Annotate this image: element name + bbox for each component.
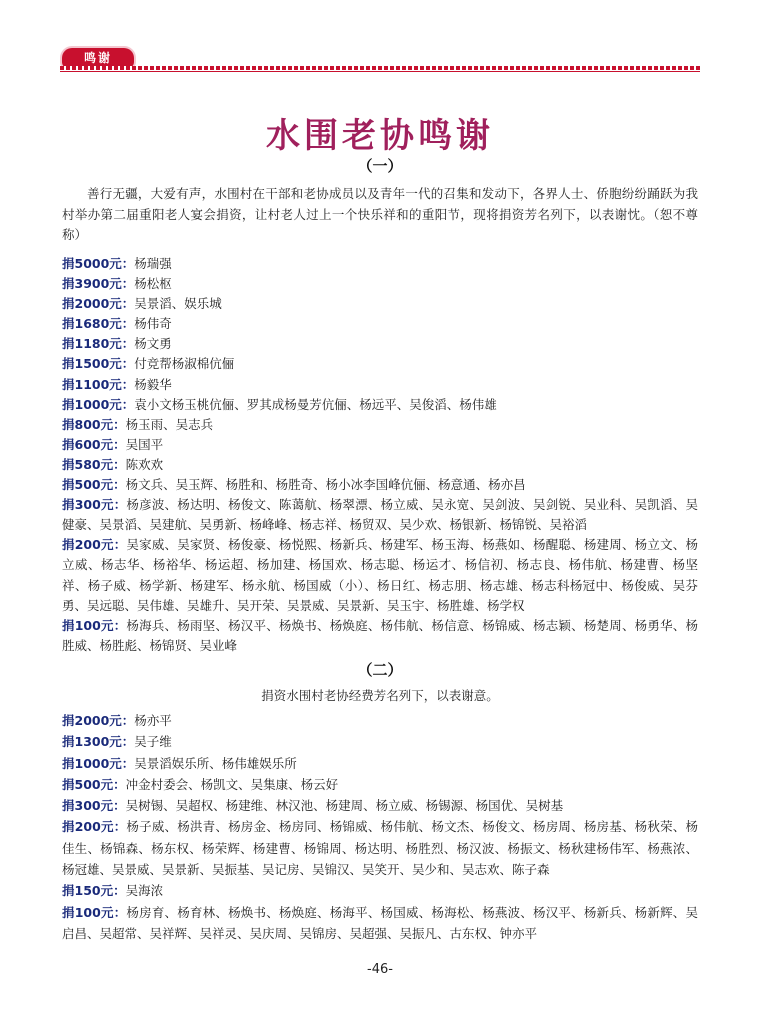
donor-names: 冲金村委会、杨凯文、吴集康、杨云好 bbox=[125, 776, 339, 792]
donor-names: 吴景滔、娱乐城 bbox=[134, 296, 222, 312]
donation-amount: 捐100元： bbox=[62, 617, 127, 633]
donor-names: 杨毅华 bbox=[134, 376, 172, 392]
donation-amount: 捐1100元： bbox=[62, 376, 135, 392]
donation-amount: 捐200元： bbox=[62, 819, 127, 835]
donor-entry bbox=[62, 880, 698, 901]
donor-entry bbox=[62, 535, 698, 615]
donation-amount: 捐300元： bbox=[62, 497, 127, 513]
donor-entry bbox=[62, 816, 698, 880]
donor-names: 陈欢欢 bbox=[125, 456, 164, 472]
donation-amount: 捐1000元： bbox=[62, 755, 135, 771]
page-title: 水围老协鸣谢 bbox=[266, 116, 494, 156]
donor-entry bbox=[62, 334, 698, 354]
donor-names: 杨子威、杨洪青、杨房金、杨房同、杨锦威、杨伟航、杨文杰、杨俊文、杨房周、杨房基、杨秋荣、杨佳生、杨锦森、杨东权、杨荣辉、杨建曹、杨锦周、杨达明、杨胜烈、杨汉波、杨振文、杨秋建杨伟军、杨燕浓、杨冠雄、吴景威、吴景新、吴振基、吴记房、吴锦汉、吴笑开、吴少和、吴志欢、陈子森 bbox=[62, 819, 698, 878]
donation-amount: 捐100元： bbox=[62, 904, 127, 920]
donation-amount: 捐600元： bbox=[62, 436, 126, 452]
section-2-heading: （二） bbox=[357, 661, 403, 679]
donor-entry bbox=[62, 774, 698, 795]
donor-entry bbox=[62, 354, 698, 374]
donor-names: 吴树锡、吴超权、杨建维、林汉池、杨建周、杨立威、杨锡源、杨国优、吴树基 bbox=[125, 798, 564, 814]
donor-names: 袁小文杨玉桃伉俪、罗其成杨曼芳伉俪、杨远平、吴俊滔、杨伟雄 bbox=[134, 396, 497, 412]
section-1-donor-list bbox=[62, 254, 698, 656]
section-1-heading: （一） bbox=[357, 157, 403, 175]
section-2-donor-list bbox=[62, 710, 698, 944]
donation-amount: 捐2000元： bbox=[62, 713, 135, 728]
donor-entry bbox=[62, 731, 698, 752]
donor-names: 杨松枢 bbox=[134, 276, 172, 292]
donor-entry bbox=[62, 274, 698, 294]
donor-entry bbox=[62, 455, 698, 475]
donor-entry bbox=[62, 415, 698, 435]
donor-entry bbox=[62, 902, 698, 945]
donor-names: 杨文兵、吴玉辉、杨胜和、杨胜奇、杨小冰李国峰伉俪、杨意通、杨亦昌 bbox=[125, 477, 526, 493]
donation-amount: 捐500元： bbox=[62, 477, 126, 493]
section-tab-badge: 鸣谢 bbox=[62, 48, 134, 68]
donation-amount: 捐1680元： bbox=[62, 316, 135, 332]
section-1-intro: 善行无疆，大爱有声，水围村在干部和老协成员以及青年一代的召集和发动下，各界人士、侨胞纷纷踊跃为我村举办第二届重阳老人宴会捐资，让村老人过上一个快乐祥和的重阳节，现将捐资芳名列下，以表谢忱。（恕不尊称） bbox=[62, 186, 698, 242]
donor-entry bbox=[62, 495, 698, 535]
header-decorative-rule bbox=[60, 66, 700, 70]
donation-amount: 捐2000元： bbox=[62, 296, 135, 312]
section-2-intro: 捐资水围村老协经费芳名列下，以表谢意。 bbox=[261, 688, 499, 703]
donor-names: 杨文勇 bbox=[134, 336, 172, 352]
donor-names: 杨瑞强 bbox=[134, 256, 172, 271]
donation-amount: 捐5000元： bbox=[62, 256, 135, 271]
donor-entry bbox=[62, 753, 698, 774]
donation-amount: 捐1180元： bbox=[62, 336, 135, 352]
donor-names: 吴景滔娱乐所、杨伟雄娱乐所 bbox=[134, 755, 297, 771]
donor-names: 杨伟奇 bbox=[134, 316, 172, 332]
donation-amount: 捐500元： bbox=[62, 776, 126, 792]
donation-amount: 捐150元： bbox=[62, 883, 126, 899]
donor-entry bbox=[62, 395, 698, 415]
donor-names: 付竞帮杨淑棉伉俪 bbox=[134, 356, 235, 372]
donor-entry bbox=[62, 294, 698, 314]
donor-entry bbox=[62, 475, 698, 495]
donor-entry bbox=[62, 795, 698, 816]
donor-names: 吴家威、吴家贤、杨俊豪、杨悦熙、杨新兵、杨建军、杨玉海、杨燕如、杨醒聪、杨建周、杨立文、杨立威、杨志华、杨裕华、杨运超、杨加建、杨国欢、杨志聪、杨运才、杨信初、杨志良、杨伟航、杨建曹、杨坚祥、杨子威、杨学新、杨建军、杨永航、杨国威（小）、杨日红、杨志朋、杨志雄、杨志科杨冠中、杨俊威、吴芬勇、吴远聪、吴伟雄、吴雄升、吴开荣、吴景威、吴景新、吴玉宇、杨胜雄、杨学权 bbox=[62, 537, 698, 613]
donor-names: 杨彦波、杨达明、杨俊文、陈蔼航、杨翠漂、杨立威、吴永宽、吴剑波、吴剑锐、吴业科、吴凯滔、吴健豪、吴景滔、吴建航、吴勇新、杨峰峰、杨志祥、杨贸双、吴少欢、杨银新、杨锦锐、吴裕滔 bbox=[62, 497, 698, 533]
donor-names: 吴海浓 bbox=[125, 883, 164, 899]
donor-entry bbox=[62, 435, 698, 455]
donor-entry bbox=[62, 616, 698, 656]
donation-amount: 捐1300元： bbox=[62, 734, 135, 750]
header-decorative-rule-thin bbox=[60, 71, 700, 72]
donor-names: 杨海兵、杨雨坚、杨汉平、杨焕书、杨焕庭、杨伟航、杨信意、杨锦威、杨志颖、杨楚周、杨勇华、杨胜威、杨胜彪、杨锦贤、吴业峰 bbox=[62, 617, 698, 653]
donor-entry bbox=[62, 314, 698, 334]
donation-amount: 捐800元： bbox=[62, 416, 126, 432]
donor-entry bbox=[62, 375, 698, 395]
donor-names: 吴子维 bbox=[134, 734, 172, 750]
donation-amount: 捐1500元： bbox=[62, 356, 135, 372]
donor-names: 杨亦平 bbox=[134, 713, 172, 728]
donation-amount: 捐1000元： bbox=[62, 396, 135, 412]
donor-entry bbox=[62, 254, 698, 274]
donor-entry bbox=[62, 710, 698, 731]
donation-amount: 捐3900元： bbox=[62, 276, 135, 292]
page-number: -46- bbox=[367, 962, 393, 977]
donation-amount: 捐300元： bbox=[62, 798, 126, 814]
donor-names: 杨玉雨、吴志兵 bbox=[125, 416, 214, 432]
donor-names: 吴国平 bbox=[125, 436, 164, 452]
donation-amount: 捐580元： bbox=[62, 456, 126, 472]
donation-amount: 捐200元： bbox=[62, 537, 127, 553]
donor-names: 杨房育、杨育林、杨焕书、杨焕庭、杨海平、杨国威、杨海松、杨燕波、杨汉平、杨新兵、杨新辉、吴启昌、吴超常、吴祥辉、吴祥灵、吴庆周、吴锦房、吴超强、吴振凡、古东权、钟亦平 bbox=[62, 904, 698, 941]
